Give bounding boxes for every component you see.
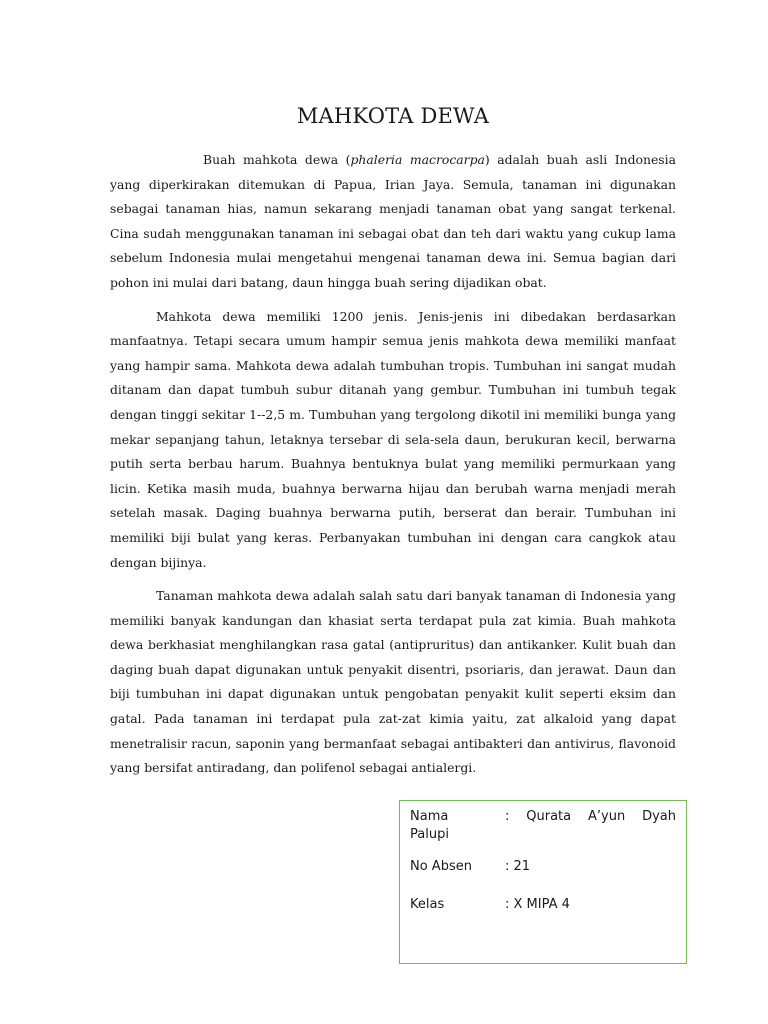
info-row-absen (410, 858, 676, 876)
name-label: Nama (410, 809, 449, 824)
kelas-value: : X MIPA 4 (505, 897, 570, 912)
info-row-name (410, 808, 676, 826)
paragraph-1-start: Buah mahkota dewa ( (203, 152, 351, 167)
absen-value: : 21 (505, 859, 531, 874)
student-info-box (399, 800, 687, 964)
document-body (110, 148, 676, 790)
paragraph-1 (110, 148, 676, 296)
info-row-kelas (410, 896, 676, 914)
paragraph-2: Mahkota dewa memiliki 1200 jenis. Jenis-jenis ini dibedakan berdasarkan manfaatnya. Tetapi secara umum hampir semua jenis mahkota dewa memiliki manfaat yang hampir sama. Mahkota dewa adalah tumbuhan tropis. Tumbuhan ini sangat mudah ditanam dan dapat tumbuh subur ditanah yang gembur. Tumbuhan ini tumbuh tegak dengan tinggi sekitar 1--2,5 m. Tumbuhan yang tergolong dikotil ini memiliki bunga yang mekar sepanjang tahun, letaknya tersebar di sela-sela daun, berukuran kecil, berwarna putih serta berbau harum. Buahnya bentuknya bulat yang memiliki permurkaan yang licin. Ketika masih muda, buahnya berwarna hijau dan berubah warna menjadi merah setelah masak. Daging buahnya berwarna putih, berserat dan berair. Tumbuhan ini memiliki biji bulat yang keras. Perbanyakan tumbuhan ini dengan cara cangkok atau dengan bijinya. (110, 308, 676, 570)
scientific-name: phaleria macrocarpa (350, 152, 485, 167)
paragraph-1-rest: ) adalah buah asli Indonesia yang diperkirakan ditemukan di Papua, Irian Jaya. Semula, tanaman ini digunakan sebagai tanaman hias, namun sekarang menjadi tanaman obat yang sangat terkenal. Cina sudah menggunakan tanaman ini sebagai obat dan teh dari waktu yang cukup lama sebelum Indonesia mulai mengetahui mengenai tanaman dewa ini. Semua bagian dari pohon ini mulai dari batang, daun hingga buah sering dijadikan obat. (110, 152, 677, 290)
name-value-continuation: Palupi (410, 827, 449, 842)
name-value: : Qurata A’yun Dyah (505, 809, 676, 824)
paragraph-3: Tanaman mahkota dewa adalah salah satu dari banyak tanaman di Indonesia yang memiliki banyak kandungan dan khasiat serta terdapat pula zat kimia. Buah mahkota dewa berkhasiat menghilangkan rasa gatal (antipruritus) dan antikanker. Kulit buah dan daging buah dapat digunakan untuk penyakit disentri, psoriaris, dan jerawat. Daun dan biji tumbuhan ini dapat digunakan untuk pengobatan penyakit kulit seperti eksim dan gatal. Pada tanaman ini terdapat pula zat-zat kimia yaitu, zat alkaloid yang dapat menetralisir racun, saponin yang bermanfaat sebagai antibakteri dan antivirus, flavonoid yang bersifat antiradang, dan polifenol sebagai antialergi. (110, 588, 676, 776)
absen-label: No Absen (410, 859, 472, 874)
document-title: MAHKOTA DEWA (296, 104, 490, 128)
kelas-label: Kelas (410, 897, 445, 912)
